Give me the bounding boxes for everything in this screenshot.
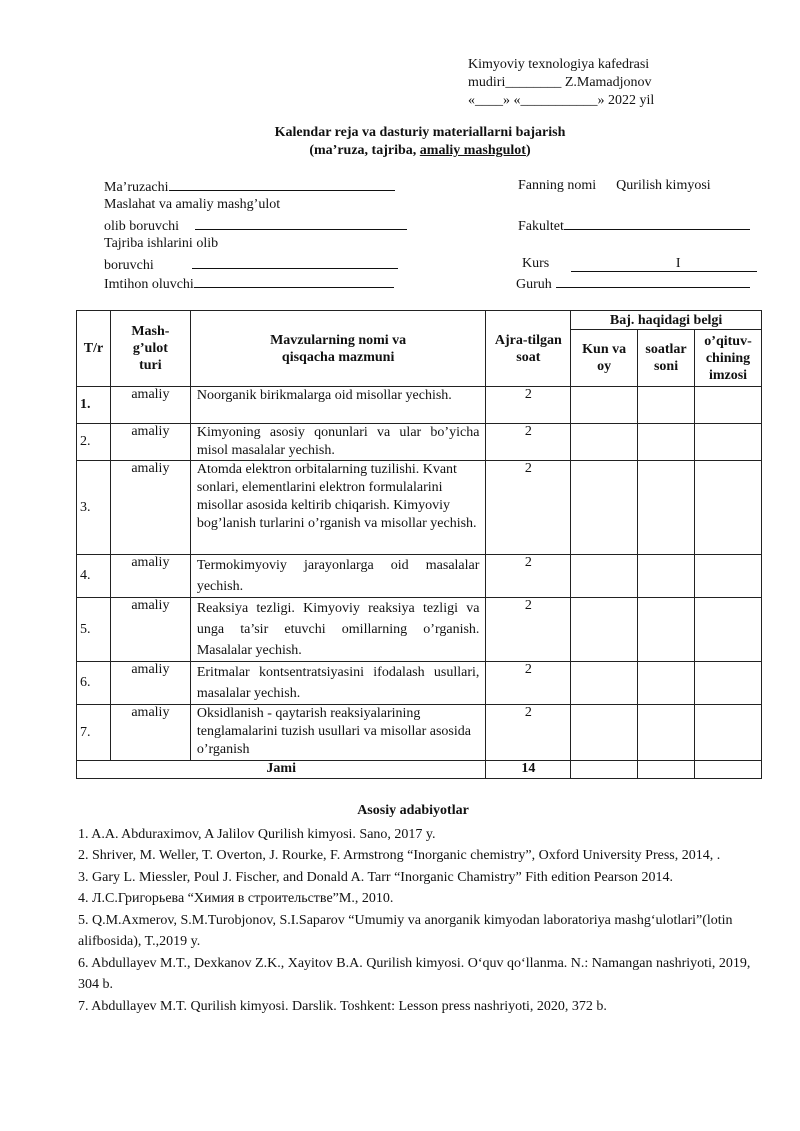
header-soatlar: soatlar soni	[638, 330, 695, 387]
subtitle-suffix: )	[525, 143, 531, 158]
row-imzo	[695, 705, 762, 761]
row-kun	[571, 461, 638, 555]
row-number: 7.	[77, 705, 111, 761]
row-imzo	[695, 555, 762, 598]
total-label: Jami	[77, 761, 486, 779]
total-value: 14	[486, 761, 571, 779]
boruvchi-row	[104, 254, 398, 275]
maslahat-label: Maslahat va amaliy mashg’ulot	[104, 197, 281, 212]
guruh-blank	[556, 273, 750, 288]
row-turi: amaliy	[110, 461, 190, 555]
row-number: 1.	[77, 387, 111, 424]
guruh-label: Guruh	[516, 277, 552, 292]
kurs-label: Kurs	[522, 256, 550, 271]
reference-item: 2. Shriver, M. Weller, T. Overton, J. Rourke, F. Armstrong “Inorganic chemistry”, Oxford University Press, 2014, .	[78, 848, 721, 863]
header-tr: T/r	[77, 311, 111, 387]
approval-block	[468, 56, 654, 110]
references-section	[78, 800, 758, 1017]
fanning-nomi-label: Fanning nomi	[518, 178, 597, 193]
row-mavzu: Kimyoning asosiy qonunlari va ular bo’yicha misol masalalar yechish.	[190, 424, 486, 461]
imtihon-label: Imtihon oluvchi	[104, 277, 194, 292]
header-imzo: o’qituv-chining imzosi	[695, 330, 762, 387]
olib-boruvchi-blank	[195, 215, 407, 230]
row-kun	[571, 387, 638, 424]
olib-boruvchi-row	[104, 215, 407, 236]
kurs-row	[522, 254, 757, 273]
row-number: 3.	[77, 461, 111, 555]
row-soat: 2	[486, 662, 571, 705]
row-turi: amaliy	[110, 424, 190, 461]
maruzachi-blank	[169, 176, 395, 191]
row-turi: amaliy	[110, 662, 190, 705]
reference-item: 4. Л.С.Григорьева “Химия в строительстве”М., 2010.	[78, 891, 394, 906]
tajriba-label: Tajriba ishlarini olib	[104, 236, 219, 251]
total-kun	[571, 761, 638, 779]
row-mavzu: Eritmalar kontsentratsiyasini ifodalash usullari, masalalar yechish.	[190, 662, 486, 705]
header-baj: Baj. haqidagi belgi	[571, 311, 762, 330]
document-title: Kalendar reja va dasturiy materiallarni bajarish	[274, 125, 566, 140]
row-imzo	[695, 662, 762, 705]
reference-item: 7. Abdullayev M.T. Qurilish kimyosi. Darslik. Toshkent: Lesson press nashriyoti, 2020, 372 b.	[78, 998, 607, 1014]
row-kun	[571, 424, 638, 461]
document-subtitle	[0, 143, 800, 159]
row-kun	[571, 662, 638, 705]
row-soatlar	[638, 461, 695, 555]
table-row	[77, 705, 762, 761]
table-row	[77, 662, 762, 705]
row-kun	[571, 705, 638, 761]
row-number: 5.	[77, 598, 111, 662]
kurs-value: I	[675, 256, 681, 271]
row-mavzu: Oksidlanish - qaytarish reaksiyalarining tenglamalarini tuzish usullari va misollar asosida o’rganish	[190, 705, 486, 761]
row-soatlar	[638, 705, 695, 761]
table-row	[77, 387, 762, 424]
row-imzo	[695, 598, 762, 662]
maruzachi-row	[104, 176, 395, 197]
row-soatlar	[638, 424, 695, 461]
fakultet-label: Fakultet	[518, 219, 564, 234]
schedule-table	[76, 310, 762, 779]
total-soatlar	[638, 761, 695, 779]
row-soatlar	[638, 662, 695, 705]
fanning-nomi-value: Qurilish kimyosi	[616, 178, 711, 193]
total-imzo	[695, 761, 762, 779]
row-soat: 2	[486, 705, 571, 761]
guruh-row	[516, 273, 750, 294]
boruvchi-label: boruvchi	[104, 258, 154, 273]
imtihon-blank	[194, 273, 394, 288]
row-soatlar	[638, 555, 695, 598]
head-signature-line: mudiri________ Z.Mamadjonov	[468, 75, 652, 90]
reference-item: 5. Q.M.Axmerov, S.M.Turobjonov, S.I.Saparov “Umumiy va anorganik kimyodan laboratoriya mashg‘ulotlari”(lotin alifbosida), T.,2019 y.	[78, 912, 733, 949]
boruvchi-blank	[192, 254, 398, 269]
reference-item: 3. Gary L. Miessler, Poul J. Fischer, and Donald A. Tarr “Inorganic Chamistry” Fith edition Pearson 2014.	[78, 869, 674, 885]
row-imzo	[695, 387, 762, 424]
header-kun: Kun va oy	[571, 330, 638, 387]
row-kun	[571, 598, 638, 662]
row-number: 4.	[77, 555, 111, 598]
table-row	[77, 555, 762, 598]
row-number: 6.	[77, 662, 111, 705]
fanning-nomi-row	[518, 176, 711, 195]
header-turi: Mash-g’ulot turi	[110, 311, 190, 387]
reference-item: 1. A.A. Abduraximov, A Jalilov Qurilish kimyosi. Sano, 2017 y.	[78, 826, 436, 842]
row-mavzu: Reaksiya tezligi. Kimyoviy reaksiya tezligi va unga ta’sir etuvchi omillarning o’rganish. Masalalar yechish.	[190, 598, 486, 662]
maruzachi-label: Ma’ruzachi	[104, 180, 169, 195]
table-row	[77, 424, 762, 461]
total-row	[77, 761, 762, 779]
row-soat: 2	[486, 387, 571, 424]
subtitle-underlined: amaliy mashgulot	[419, 143, 526, 158]
row-turi: amaliy	[110, 387, 190, 424]
reference-item: 6. Abdullayev M.T., Dexkanov Z.K., Xayitov B.A. Qurilish kimyosi. O‘quv qo‘llanma. N.: Namangan nashriyoti, 2019, 304 b.	[78, 955, 751, 992]
row-soat: 2	[486, 598, 571, 662]
row-soat: 2	[486, 555, 571, 598]
row-soatlar	[638, 387, 695, 424]
row-soat: 2	[486, 424, 571, 461]
header-mavzu: Mavzularning nomi va qisqacha mazmuni	[190, 311, 486, 387]
references-heading: Asosiy adabiyotlar	[357, 803, 469, 818]
row-soatlar	[638, 598, 695, 662]
row-turi: amaliy	[110, 598, 190, 662]
row-turi: amaliy	[110, 705, 190, 761]
row-mavzu: Atomda elektron orbitalarning tuzilishi. Kvant sonlari, elementlarini elektron formulalarini misollar asosida keltirib chiqarish. Kimyoviy bog’lanish turlarini o’rganish va misollar yechish.	[190, 461, 486, 555]
imtihon-row	[104, 273, 394, 294]
subtitle-prefix: (ma’ruza, tajriba,	[309, 143, 420, 158]
row-mavzu: Noorganik birikmalarga oid misollar yechish.	[190, 387, 486, 424]
department-line: Kimyoviy texnologiya kafedrasi	[468, 57, 650, 72]
row-number: 2.	[77, 424, 111, 461]
header-soat: Ajra-tilgan soat	[486, 311, 571, 387]
row-mavzu: Termokimyoviy jarayonlarga oid masalalar yechish.	[190, 555, 486, 598]
olib-boruvchi-label: olib boruvchi	[104, 219, 180, 234]
fakultet-blank	[564, 215, 750, 230]
approval-date-line: «____» «___________» 2022 yil	[468, 93, 655, 108]
row-soat: 2	[486, 461, 571, 555]
row-imzo	[695, 461, 762, 555]
row-kun	[571, 555, 638, 598]
row-turi: amaliy	[110, 555, 190, 598]
row-imzo	[695, 424, 762, 461]
fakultet-row	[518, 215, 750, 236]
table-row	[77, 598, 762, 662]
table-row	[77, 461, 762, 555]
